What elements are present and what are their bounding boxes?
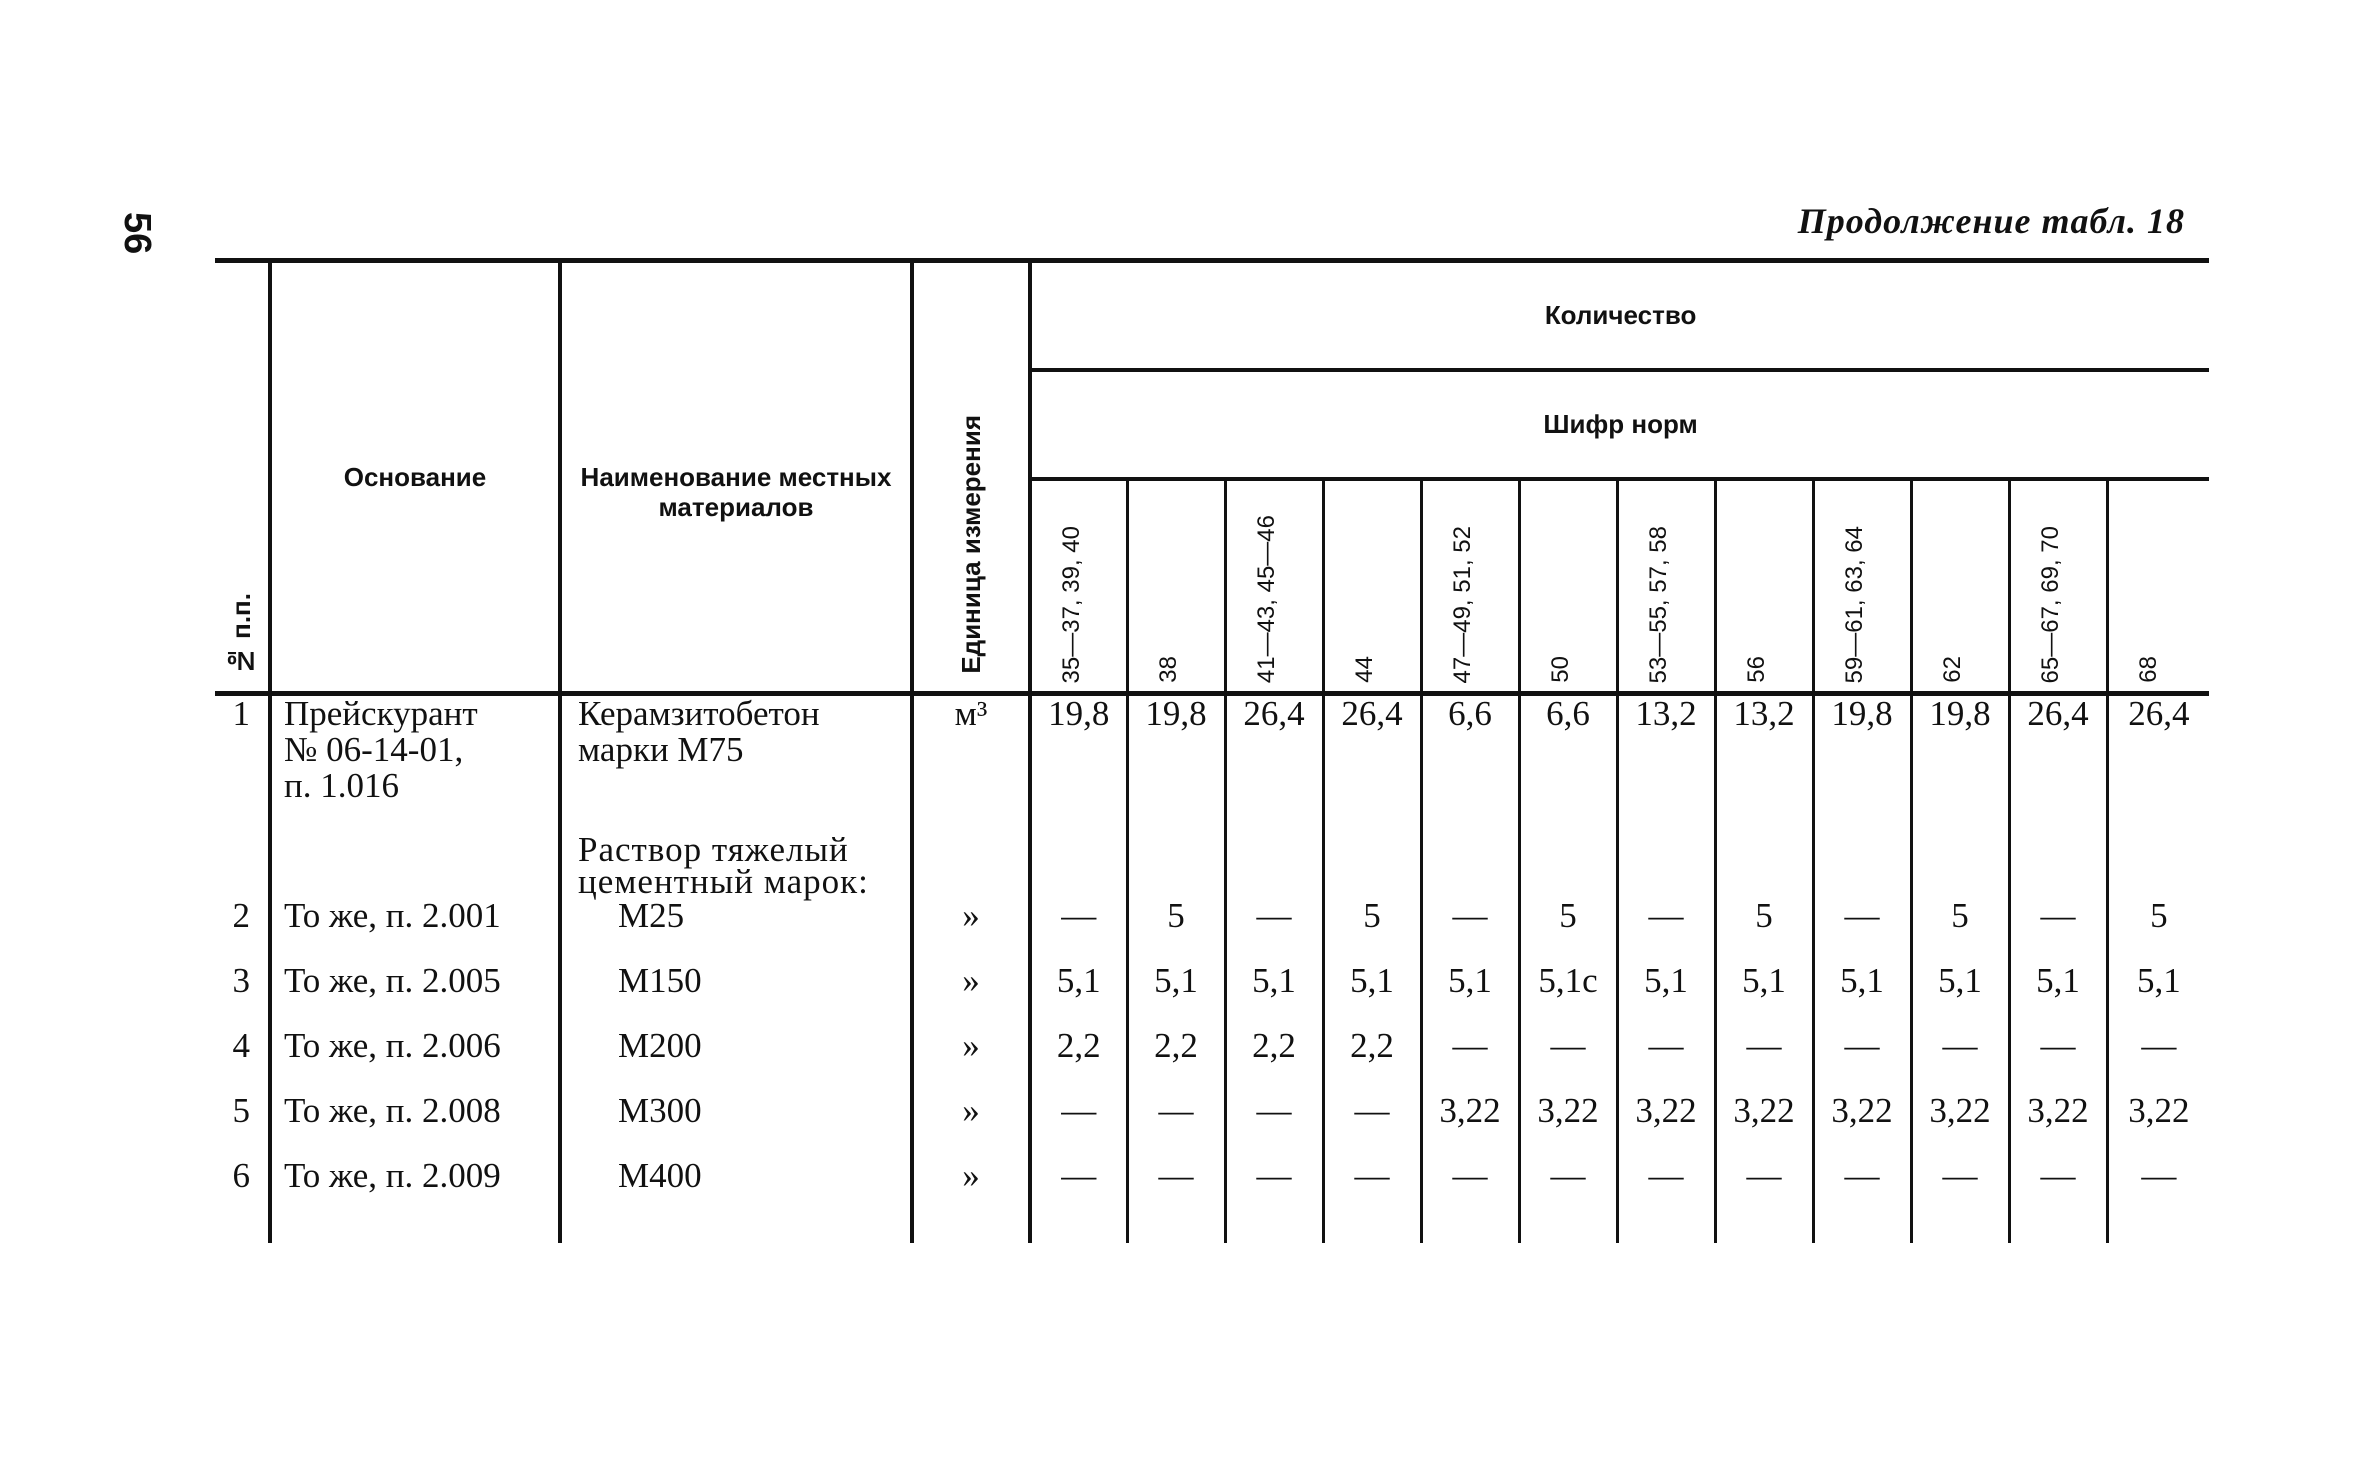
empty-cell: [1911, 834, 2009, 898]
qty-cell: [1225, 1155, 1323, 1243]
qty-cell: [1127, 1155, 1225, 1243]
material-text: марки М75: [578, 730, 744, 769]
basis-cell: [270, 895, 560, 963]
header-basis: [270, 261, 560, 694]
material-text: М400: [618, 1155, 702, 1195]
basis-cell: [270, 1025, 560, 1093]
basis-text: То же, п. 2.009: [284, 1155, 501, 1195]
qty-cell: [1715, 895, 1813, 963]
empty-cell: [1715, 834, 1813, 898]
qty-cell: [1617, 895, 1715, 963]
qty-value: 19,8: [1929, 694, 1991, 733]
material-text: М150: [618, 960, 702, 1000]
qty-value: 13,2: [1733, 694, 1795, 733]
qty-value: 26,4: [2128, 694, 2190, 733]
qty-cell: [1617, 960, 1715, 1028]
unit-text: »: [962, 1090, 980, 1130]
empty-cell: [1519, 834, 1617, 898]
empty-cell: [1813, 834, 1911, 898]
qty-cell: [1519, 1155, 1617, 1243]
qty-cell: [1519, 694, 1617, 834]
qty-value: 3,22: [1929, 1090, 1991, 1130]
qty-cell: [1519, 1090, 1617, 1158]
qty-cell: [1715, 1025, 1813, 1093]
qty-value: —: [1452, 1155, 1488, 1195]
qty-cell: [1030, 694, 1127, 834]
qty-value: 19,8: [1145, 694, 1207, 733]
qty-value: 5: [1167, 895, 1185, 935]
qty-value: —: [1452, 895, 1488, 935]
unit-cell: [912, 1025, 1030, 1093]
qty-value: 6,6: [1448, 694, 1492, 733]
header-unit: [912, 261, 1030, 694]
basis-text: № 06-14-01,: [284, 730, 464, 769]
qty-cell: [2107, 1025, 2209, 1093]
table-row: [215, 694, 2209, 834]
material-text: М25: [618, 895, 685, 935]
code-col-5: [1421, 479, 1519, 694]
qty-cell: [1225, 694, 1323, 834]
empty-cell: [1323, 834, 1421, 898]
qty-cell: [1421, 1155, 1519, 1243]
material-text: М300: [618, 1090, 702, 1130]
qty-value: —: [1256, 895, 1292, 935]
qty-value: 19,8: [1831, 694, 1893, 733]
qty-value: 5,1с: [1538, 960, 1598, 1000]
qty-value: —: [2040, 1025, 2076, 1065]
qty-cell: [1617, 694, 1715, 834]
qty-cell: [1911, 1155, 2009, 1243]
qty-value: —: [1354, 1090, 1390, 1130]
qty-value: 26,4: [1341, 694, 1403, 733]
qty-cell: [1421, 1090, 1519, 1158]
empty-cell: [215, 834, 270, 898]
qty-cell: [1911, 1090, 2009, 1158]
row-number-text: 5: [232, 1090, 250, 1130]
table-continuation-label: Продолжение табл. 18: [1797, 201, 2185, 241]
qty-cell: [1323, 895, 1421, 963]
row-number-text: 3: [232, 960, 250, 1000]
qty-value: 3,22: [1733, 1090, 1795, 1130]
qty-value: —: [1452, 1025, 1488, 1065]
row-number: [215, 1090, 270, 1158]
unit-cell: [912, 1090, 1030, 1158]
qty-value: 26,4: [2027, 694, 2089, 733]
qty-cell: [1030, 1155, 1127, 1243]
qty-value: 3,22: [1439, 1090, 1501, 1130]
qty-value: 2,2: [1154, 1025, 1198, 1065]
code-col-10: [1911, 479, 2009, 694]
empty-cell: [1225, 834, 1323, 898]
qty-value: —: [1061, 1155, 1097, 1195]
header-norm-code-label: Шифр норм: [1543, 409, 1698, 439]
qty-value: 6,6: [1546, 694, 1590, 733]
header-material-label: Наименование местных материалов: [580, 462, 892, 522]
qty-value: —: [1550, 1025, 1586, 1065]
row-number: [215, 1155, 270, 1243]
qty-value: 26,4: [1243, 694, 1305, 733]
qty-cell: [1323, 694, 1421, 834]
qty-cell: [2107, 694, 2209, 834]
material-cell: [560, 1155, 912, 1243]
qty-value: —: [1158, 1090, 1194, 1130]
header-norm-code: [1030, 370, 2209, 479]
header-quantity: [1030, 261, 2209, 371]
qty-cell: [2009, 1090, 2107, 1158]
qty-value: —: [1844, 1025, 1880, 1065]
material-cell: [560, 960, 912, 1028]
unit-cell: [912, 694, 1030, 834]
qty-value: —: [2040, 895, 2076, 935]
materials-norm-table: [215, 258, 2209, 1243]
qty-value: 3,22: [1635, 1090, 1697, 1130]
qty-value: —: [1256, 1090, 1292, 1130]
code-label: 44: [1350, 656, 1378, 683]
qty-value: 5,1: [1448, 960, 1492, 1000]
code-col-7: [1617, 479, 1715, 694]
qty-value: —: [1746, 1025, 1782, 1065]
qty-value: 5,1: [1742, 960, 1786, 1000]
row-number: [215, 960, 270, 1028]
qty-cell: [1715, 1155, 1813, 1243]
qty-value: 5,1: [1252, 960, 1296, 1000]
qty-value: —: [1648, 1155, 1684, 1195]
material-text: Керамзитобетон: [578, 694, 820, 733]
qty-cell: [2107, 895, 2209, 963]
qty-value: 5: [1755, 895, 1773, 935]
qty-cell: [1030, 1090, 1127, 1158]
code-col-12: [2107, 479, 2209, 694]
material-cell: [560, 1090, 912, 1158]
code-col-1: [1030, 479, 1127, 694]
code-label: 41—43, 45—46: [1252, 514, 1280, 683]
basis-text: То же, п. 2.006: [284, 1025, 501, 1065]
basis-text: То же, п. 2.005: [284, 960, 501, 1000]
qty-value: —: [2141, 1025, 2177, 1065]
qty-value: 5,1: [2036, 960, 2080, 1000]
qty-cell: [1323, 1090, 1421, 1158]
qty-cell: [1421, 1025, 1519, 1093]
header-material: [560, 261, 912, 694]
qty-cell: [1323, 960, 1421, 1028]
unit-cell: [912, 960, 1030, 1028]
material-text: М200: [618, 1025, 702, 1065]
qty-cell: [1813, 1090, 1911, 1158]
qty-cell: [2107, 1090, 2209, 1158]
code-label: 47—49, 51, 52: [1448, 525, 1476, 683]
qty-cell: [1715, 694, 1813, 834]
qty-value: 3,22: [1831, 1090, 1893, 1130]
qty-cell: [1911, 694, 2009, 834]
unit-text: м³: [954, 694, 988, 733]
qty-cell: [2009, 1025, 2107, 1093]
qty-value: 5,1: [1644, 960, 1688, 1000]
code-label: 35—37, 39, 40: [1058, 525, 1085, 683]
qty-value: 5: [1951, 895, 1969, 935]
table-row: [215, 1028, 2209, 1093]
qty-cell: [1813, 895, 1911, 963]
qty-cell: [2107, 1155, 2209, 1243]
qty-value: 5: [2150, 895, 2168, 935]
row-number: [215, 1025, 270, 1093]
code-col-9: [1813, 479, 1911, 694]
basis-text: Прейскурант: [284, 694, 478, 733]
code-label: 53—55, 57, 58: [1644, 525, 1672, 683]
qty-cell: [1911, 960, 2009, 1028]
code-col-6: [1519, 479, 1617, 694]
qty-cell: [1421, 694, 1519, 834]
qty-cell: [1617, 1025, 1715, 1093]
unit-text: »: [962, 895, 980, 935]
code-label: 38: [1154, 656, 1182, 683]
empty-cell: [2009, 834, 2107, 898]
qty-value: 13,2: [1635, 694, 1697, 733]
qty-value: —: [2040, 1155, 2076, 1195]
empty-cell: [2107, 834, 2209, 898]
code-label: 68: [2134, 656, 2162, 683]
qty-value: 5,1: [1154, 960, 1198, 1000]
qty-cell: [1323, 1025, 1421, 1093]
basis-text: То же, п. 2.001: [284, 895, 501, 935]
qty-cell: [1911, 895, 2009, 963]
qty-value: 5,1: [1056, 960, 1101, 1000]
qty-value: —: [1942, 1155, 1978, 1195]
qty-cell: [1519, 1025, 1617, 1093]
qty-value: 2,2: [1056, 1025, 1101, 1065]
basis-cell: [270, 1090, 560, 1158]
qty-value: 5,1: [1350, 960, 1394, 1000]
empty-cell: [1127, 834, 1225, 898]
qty-cell: [1225, 1090, 1323, 1158]
qty-value: —: [1844, 895, 1880, 935]
qty-value: —: [1746, 1155, 1782, 1195]
qty-cell: [1519, 960, 1617, 1028]
unit-cell: [912, 1155, 1030, 1243]
qty-cell: [2107, 960, 2209, 1028]
code-col-3: [1225, 479, 1323, 694]
qty-value: —: [1844, 1155, 1880, 1195]
qty-value: 3,22: [2027, 1090, 2089, 1130]
qty-cell: [1030, 895, 1127, 963]
empty-cell: [1030, 834, 1127, 898]
qty-cell: [1127, 895, 1225, 963]
qty-value: 5: [1559, 895, 1577, 935]
code-label: 62: [1938, 656, 1966, 683]
table-row: [215, 1093, 2209, 1158]
code-col-11: [2009, 479, 2107, 694]
qty-value: 19,8: [1048, 694, 1110, 733]
qty-cell: [2009, 960, 2107, 1028]
qty-value: —: [1061, 1090, 1097, 1130]
qty-value: 5: [1363, 895, 1381, 935]
code-label: 50: [1546, 656, 1574, 683]
qty-cell: [1127, 1025, 1225, 1093]
code-col-4: [1323, 479, 1421, 694]
basis-cell: [270, 1155, 560, 1243]
qty-cell: [1127, 694, 1225, 834]
qty-cell: [1813, 1025, 1911, 1093]
qty-cell: [1715, 1090, 1813, 1158]
qty-value: —: [1354, 1155, 1390, 1195]
code-col-2: [1127, 479, 1225, 694]
qty-cell: [2009, 694, 2107, 834]
code-label: 56: [1742, 656, 1770, 683]
row-number-text: 2: [232, 895, 250, 935]
row-number-text: 6: [232, 1155, 250, 1195]
qty-cell: [2009, 1155, 2107, 1243]
qty-cell: [1030, 960, 1127, 1028]
row-number-text: 1: [232, 694, 250, 733]
qty-cell: [1813, 960, 1911, 1028]
table-row: [215, 963, 2209, 1028]
qty-value: —: [1256, 1155, 1292, 1195]
qty-cell: [1421, 895, 1519, 963]
material-cell: [560, 1025, 912, 1093]
qty-value: —: [1648, 895, 1684, 935]
qty-cell: [1421, 960, 1519, 1028]
qty-cell: [1715, 960, 1813, 1028]
row-number: [215, 694, 270, 834]
empty-cell: [1421, 834, 1519, 898]
unit-cell: [912, 895, 1030, 963]
empty-cell: [270, 834, 560, 898]
qty-cell: [1127, 960, 1225, 1028]
qty-value: —: [1942, 1025, 1978, 1065]
header-unit-label: Единица измерения: [955, 415, 986, 674]
group-label-cell: [560, 829, 912, 901]
empty-cell: [912, 834, 1030, 898]
qty-value: 2,2: [1252, 1025, 1296, 1065]
qty-value: —: [1648, 1025, 1684, 1065]
table-row: [215, 1158, 2209, 1243]
qty-cell: [1617, 1090, 1715, 1158]
code-label: 65—67, 69, 70: [2036, 525, 2064, 683]
material-cell: [560, 694, 912, 834]
qty-value: —: [1158, 1155, 1194, 1195]
qty-cell: [1911, 1025, 2009, 1093]
qty-value: 2,2: [1350, 1025, 1394, 1065]
qty-cell: [1225, 895, 1323, 963]
material-cell: [560, 895, 912, 963]
header-basis-label: Основание: [343, 461, 487, 492]
group-label: Раствор тяжелый цементный марок:: [578, 829, 869, 901]
table-row: [215, 898, 2209, 963]
qty-cell: [1813, 1155, 1911, 1243]
qty-cell: [2009, 895, 2107, 963]
row-number-text: 4: [232, 1025, 250, 1065]
qty-value: 3,22: [1537, 1090, 1599, 1130]
row-number: [215, 895, 270, 963]
qty-value: 3,22: [2128, 1090, 2190, 1130]
qty-value: 5,1: [1840, 960, 1884, 1000]
qty-cell: [1813, 694, 1911, 834]
qty-cell: [1225, 1025, 1323, 1093]
qty-cell: [1030, 1025, 1127, 1093]
qty-value: —: [1061, 895, 1097, 935]
page-number: 56: [116, 212, 158, 255]
code-col-8: [1715, 479, 1813, 694]
empty-cell: [1617, 834, 1715, 898]
header-quantity-label: Количество: [1544, 300, 1697, 330]
qty-cell: [1127, 1090, 1225, 1158]
header-number: [215, 261, 270, 694]
basis-cell: [270, 960, 560, 1028]
qty-value: 5,1: [2136, 960, 2181, 1000]
unit-text: »: [962, 1025, 980, 1065]
basis-text: То же, п. 2.008: [284, 1090, 501, 1130]
unit-text: »: [962, 1155, 980, 1195]
qty-value: 5,1: [1938, 960, 1982, 1000]
qty-cell: [1225, 960, 1323, 1028]
group-label-row: [215, 834, 2209, 898]
qty-cell: [1519, 895, 1617, 963]
basis-text: п. 1.016: [284, 766, 399, 805]
qty-cell: [1323, 1155, 1421, 1243]
header-number-label: № п.п.: [226, 592, 256, 676]
unit-text: »: [962, 960, 980, 1000]
qty-value: —: [2141, 1155, 2177, 1195]
qty-value: —: [1550, 1155, 1586, 1195]
qty-cell: [1617, 1155, 1715, 1243]
basis-cell: [270, 694, 560, 834]
code-label: 59—61, 63, 64: [1840, 525, 1868, 683]
